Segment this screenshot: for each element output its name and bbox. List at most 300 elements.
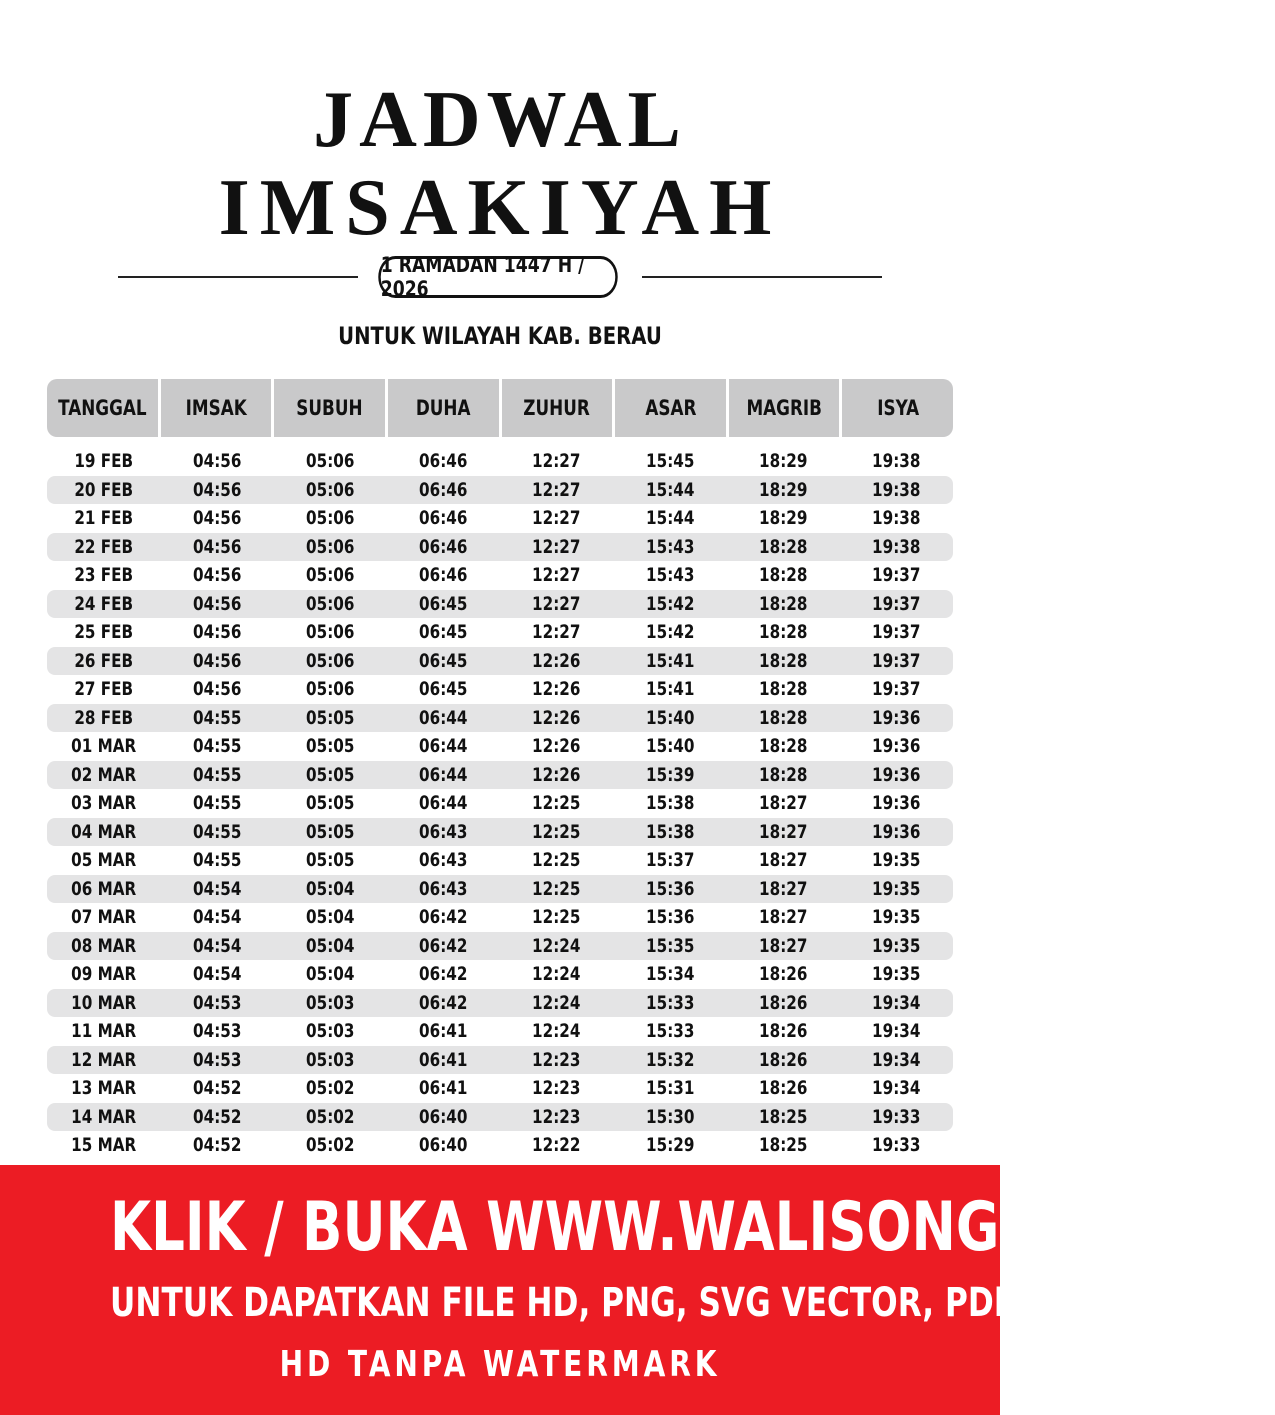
table-cell [840, 849, 953, 871]
column-header [729, 379, 840, 437]
table-cell [727, 707, 840, 729]
table-cell [160, 849, 273, 871]
table-cell [500, 821, 613, 843]
table-cell-value: 18:27 [758, 877, 808, 900]
table-cell-value: 05:02 [305, 1105, 355, 1128]
table-cell [840, 479, 953, 501]
table-cell-value: 19:35 [872, 934, 921, 957]
table-cell [47, 450, 160, 472]
column-header-label: TANGGAL [58, 396, 147, 420]
table-cell [160, 735, 273, 757]
table-cell-value: 06:44 [419, 706, 468, 729]
table-cell-value: 19:34 [872, 991, 921, 1014]
table-cell [500, 1106, 613, 1128]
table-cell-value: 18:28 [758, 678, 808, 701]
table-cell-value: 15 MAR [71, 1134, 137, 1157]
table-cell [840, 650, 953, 672]
table-cell-value: 06:45 [419, 592, 468, 615]
table-cell-value: 05:06 [305, 478, 355, 501]
table-cell-value: 15:39 [645, 763, 695, 786]
table-cell-value: 18:28 [758, 649, 808, 672]
table-cell [387, 735, 500, 757]
table-cell [727, 792, 840, 814]
column-header-label: IMSAK [185, 396, 247, 420]
table-cell-value: 21 FEB [74, 507, 134, 530]
table-cell-value: 12:27 [532, 621, 581, 644]
table-cell [274, 564, 387, 586]
table-cell [727, 507, 840, 529]
table-cell [727, 621, 840, 643]
table-row [47, 932, 953, 961]
table-cell [387, 821, 500, 843]
table-cell [387, 1020, 500, 1042]
table-cell-value: 09 MAR [71, 963, 137, 986]
table-cell-value: 05:05 [305, 820, 355, 843]
table-cell [840, 735, 953, 757]
table-cell-value: 14 MAR [71, 1105, 137, 1128]
table-row [47, 561, 953, 590]
table-cell-value: 04:53 [192, 1048, 242, 1071]
table-cell [387, 450, 500, 472]
table-cell [840, 1020, 953, 1042]
table-cell [160, 906, 273, 928]
column-header-label: ZUHUR [523, 396, 591, 420]
table-cell [387, 1106, 500, 1128]
table-cell [274, 621, 387, 643]
table-cell-value: 19:38 [872, 535, 921, 558]
table-row [47, 1046, 953, 1075]
table-row [47, 1103, 953, 1132]
table-cell-value: 19:37 [872, 621, 921, 644]
table-cell-value: 28 FEB [74, 706, 134, 729]
table-cell-value: 05:06 [305, 621, 355, 644]
table-cell-value: 01 MAR [71, 735, 137, 758]
table-cell-value: 05:03 [305, 1048, 355, 1071]
table-cell [727, 479, 840, 501]
table-cell [727, 821, 840, 843]
table-cell-value: 26 FEB [74, 649, 134, 672]
table-cell [500, 593, 613, 615]
table-cell [160, 935, 273, 957]
table-cell-value: 06:45 [419, 621, 468, 644]
table-cell [47, 963, 160, 985]
table-cell [47, 507, 160, 529]
table-cell-value: 15:29 [645, 1134, 695, 1157]
table-row [47, 618, 953, 647]
table-cell [727, 849, 840, 871]
table-row [47, 960, 953, 989]
table-cell-value: 23 FEB [74, 564, 134, 587]
table-cell [274, 963, 387, 985]
table-cell [840, 935, 953, 957]
table-cell [727, 878, 840, 900]
table-cell [47, 849, 160, 871]
banner-no-watermark: HD TANPA WATERMARK [279, 1344, 721, 1385]
table-cell-value: 15:38 [645, 820, 695, 843]
table-row [47, 903, 953, 932]
table-cell [840, 1106, 953, 1128]
date-badge: 1 RAMADAN 1447 H / 2026 [378, 256, 617, 298]
table-cell-value: 12:27 [532, 564, 581, 587]
table-cell-value: 15:31 [645, 1077, 695, 1100]
table-cell [47, 1077, 160, 1099]
table-cell-value: 06:42 [419, 963, 468, 986]
table-row [47, 875, 953, 904]
table-cell [387, 792, 500, 814]
table-cell-value: 06:40 [419, 1134, 468, 1157]
table-cell-value: 04:56 [192, 621, 242, 644]
table-cell-value: 12:23 [532, 1048, 581, 1071]
table-cell-value: 18:29 [758, 507, 808, 530]
table-row [47, 732, 953, 761]
table-cell [613, 1020, 726, 1042]
table-cell-value: 06:46 [419, 507, 468, 530]
table-cell [274, 536, 387, 558]
table-row [47, 675, 953, 704]
table-cell-value: 04:52 [192, 1105, 242, 1128]
table-cell-value: 15:30 [645, 1105, 695, 1128]
table-cell-value: 04:53 [192, 1020, 242, 1043]
table-cell-value: 19:35 [872, 877, 921, 900]
table-cell [387, 906, 500, 928]
table-cell [840, 450, 953, 472]
table-cell-value: 04:52 [192, 1077, 242, 1100]
table-cell-value: 25 FEB [74, 621, 134, 644]
region-subtitle: UNTUK WILAYAH KAB. BERAU [338, 322, 662, 350]
table-cell [274, 1106, 387, 1128]
table-cell [47, 707, 160, 729]
table-cell-value: 10 MAR [71, 991, 137, 1014]
table-cell-value: 04:56 [192, 507, 242, 530]
table-cell-value: 18:28 [758, 763, 808, 786]
table-cell-value: 19:37 [872, 678, 921, 701]
table-cell-value: 18:27 [758, 820, 808, 843]
table-cell-value: 12:25 [532, 877, 581, 900]
table-cell [613, 621, 726, 643]
table-cell [727, 536, 840, 558]
table-cell-value: 19:34 [872, 1077, 921, 1100]
table-cell-value: 04:56 [192, 649, 242, 672]
table-cell-value: 13 MAR [71, 1077, 137, 1100]
table-cell-value: 08 MAR [71, 934, 137, 957]
table-cell-value: 06:46 [419, 478, 468, 501]
table-cell [274, 707, 387, 729]
table-cell-value: 05:05 [305, 763, 355, 786]
table-cell-value: 12:27 [532, 450, 581, 473]
table-cell [160, 564, 273, 586]
table-cell-value: 05:05 [305, 849, 355, 872]
table-cell-value: 05:05 [305, 735, 355, 758]
table-cell [840, 1077, 953, 1099]
table-cell [613, 735, 726, 757]
banner-website-link[interactable]: KLIK / BUKA WWW.WALISONGO.CO.ID [110, 1188, 1231, 1267]
table-cell-value: 15:44 [645, 478, 695, 501]
table-cell-value: 12:27 [532, 478, 581, 501]
table-cell-value: 18:29 [758, 450, 808, 473]
table-cell-value: 12:26 [532, 649, 581, 672]
table-cell [840, 536, 953, 558]
table-cell-value: 19:37 [872, 592, 921, 615]
column-header [47, 379, 158, 437]
table-cell-value: 19:36 [872, 792, 921, 815]
table-cell [613, 507, 726, 529]
table-cell [47, 1106, 160, 1128]
table-cell [840, 1134, 953, 1156]
table-cell [160, 1020, 273, 1042]
table-cell-value: 15:43 [645, 564, 695, 587]
table-cell-value: 18:29 [758, 478, 808, 501]
table-cell [727, 678, 840, 700]
table-cell [727, 1134, 840, 1156]
table-cell-value: 18:27 [758, 906, 808, 929]
table-cell [727, 1077, 840, 1099]
table-cell [613, 450, 726, 472]
table-cell [160, 707, 273, 729]
table-cell-value: 12:25 [532, 906, 581, 929]
table-cell-value: 05:04 [305, 877, 355, 900]
table-cell [387, 1049, 500, 1071]
table-cell [613, 992, 726, 1014]
banner-file-formats: UNTUK DAPATKAN FILE HD, PNG, SVG VECTOR, PDF, WORD, EXCEL [110, 1280, 1275, 1326]
table-cell [274, 878, 387, 900]
table-cell-value: 18:28 [758, 621, 808, 644]
table-cell [500, 678, 613, 700]
table-cell [160, 821, 273, 843]
table-cell-value: 04 MAR [71, 820, 137, 843]
table-cell-value: 20 FEB [74, 478, 134, 501]
table-cell-value: 05:06 [305, 592, 355, 615]
table-cell-value: 12:24 [532, 934, 581, 957]
table-cell [500, 507, 613, 529]
table-cell [727, 935, 840, 957]
table-cell [387, 878, 500, 900]
table-cell [274, 1134, 387, 1156]
table-row [47, 647, 953, 676]
table-cell [613, 678, 726, 700]
table-cell-value: 19:33 [872, 1134, 921, 1157]
table-cell [274, 1077, 387, 1099]
table-cell-value: 19:33 [872, 1105, 921, 1128]
table-cell-value: 12:26 [532, 706, 581, 729]
table-cell-value: 04:56 [192, 450, 242, 473]
table-cell [47, 735, 160, 757]
table-cell-value: 06:42 [419, 906, 468, 929]
table-row [47, 476, 953, 505]
table-row [47, 504, 953, 533]
divider-left [118, 276, 358, 278]
table-cell [500, 792, 613, 814]
table-row [47, 1017, 953, 1046]
divider-right [642, 276, 882, 278]
table-cell [727, 1020, 840, 1042]
table-cell [160, 963, 273, 985]
table-cell [274, 678, 387, 700]
table-cell [613, 479, 726, 501]
table-cell-value: 05:04 [305, 906, 355, 929]
table-cell-value: 18:28 [758, 592, 808, 615]
table-cell [840, 593, 953, 615]
table-cell-value: 27 FEB [74, 678, 134, 701]
table-cell [500, 450, 613, 472]
column-header [842, 379, 953, 437]
table-cell [613, 1049, 726, 1071]
table-cell [274, 479, 387, 501]
table-cell-value: 19:38 [872, 478, 921, 501]
table-cell-value: 04:56 [192, 535, 242, 558]
table-cell-value: 06:42 [419, 991, 468, 1014]
table-cell [47, 564, 160, 586]
table-cell-value: 15:43 [645, 535, 695, 558]
table-cell [274, 507, 387, 529]
table-cell [387, 678, 500, 700]
table-cell [727, 450, 840, 472]
table-cell-value: 12:27 [532, 507, 581, 530]
table-cell [500, 621, 613, 643]
table-cell [274, 792, 387, 814]
table-cell-value: 04:54 [192, 906, 242, 929]
table-cell [160, 450, 273, 472]
table-cell-value: 18:26 [758, 1048, 808, 1071]
column-header [502, 379, 613, 437]
table-cell-value: 15:41 [645, 649, 695, 672]
table-cell [160, 536, 273, 558]
table-cell [727, 906, 840, 928]
table-cell-value: 12:26 [532, 678, 581, 701]
table-cell-value: 12:24 [532, 991, 581, 1014]
table-cell-value: 04:54 [192, 963, 242, 986]
table-cell [274, 935, 387, 957]
table-cell [613, 821, 726, 843]
table-row [47, 704, 953, 733]
table-cell-value: 05:06 [305, 564, 355, 587]
table-cell [500, 963, 613, 985]
table-cell [47, 621, 160, 643]
table-cell [274, 593, 387, 615]
table-cell [613, 707, 726, 729]
table-cell [727, 1049, 840, 1071]
table-cell [47, 479, 160, 501]
table-cell-value: 11 MAR [71, 1020, 137, 1043]
table-cell [47, 992, 160, 1014]
table-cell-value: 15:36 [645, 877, 695, 900]
column-header [161, 379, 272, 437]
table-cell-value: 12 MAR [71, 1048, 137, 1071]
schedule-table [47, 379, 953, 1157]
table-cell-value: 06:44 [419, 792, 468, 815]
table-cell [840, 792, 953, 814]
table-cell-value: 19:36 [872, 706, 921, 729]
table-cell [160, 1134, 273, 1156]
table-cell-value: 12:27 [532, 592, 581, 615]
table-cell-value: 05:06 [305, 450, 355, 473]
table-cell [500, 1020, 613, 1042]
table-cell-value: 18:27 [758, 934, 808, 957]
table-cell-value: 12:22 [532, 1134, 581, 1157]
table-cell-value: 19:36 [872, 735, 921, 758]
table-cell-value: 06:46 [419, 535, 468, 558]
table-cell-value: 02 MAR [71, 763, 137, 786]
table-row [47, 818, 953, 847]
column-header-label: SUBUH [296, 396, 363, 420]
table-cell-value: 18:25 [758, 1134, 808, 1157]
table-cell-value: 18:28 [758, 735, 808, 758]
table-cell [840, 1049, 953, 1071]
table-cell-value: 18:28 [758, 706, 808, 729]
table-cell-value: 12:24 [532, 963, 581, 986]
table-cell-value: 05:04 [305, 934, 355, 957]
table-cell-value: 18:26 [758, 963, 808, 986]
table-cell [500, 650, 613, 672]
table-cell [274, 650, 387, 672]
table-cell [613, 878, 726, 900]
table-cell-value: 19:35 [872, 963, 921, 986]
table-cell-value: 19:37 [872, 649, 921, 672]
table-cell-value: 15:33 [645, 991, 695, 1014]
table-cell-value: 24 FEB [74, 592, 134, 615]
table-cell [500, 707, 613, 729]
table-cell-value: 06 MAR [71, 877, 137, 900]
table-cell-value: 15:45 [645, 450, 695, 473]
table-cell [47, 1134, 160, 1156]
table-cell-value: 06:43 [419, 820, 468, 843]
table-cell [47, 764, 160, 786]
table-cell-value: 12:25 [532, 792, 581, 815]
table-cell [274, 450, 387, 472]
column-header-label: ASAR [644, 396, 696, 420]
table-cell [840, 507, 953, 529]
table-cell [160, 650, 273, 672]
table-cell [387, 849, 500, 871]
table-cell [500, 1077, 613, 1099]
table-cell-value: 06:43 [419, 877, 468, 900]
promo-banner [0, 1165, 1275, 1415]
table-cell [47, 792, 160, 814]
table-cell-value: 19:34 [872, 1020, 921, 1043]
table-cell [387, 1134, 500, 1156]
table-header [47, 379, 953, 437]
table-cell [727, 992, 840, 1014]
table-cell [613, 849, 726, 871]
table-cell-value: 06:45 [419, 649, 468, 672]
table-cell-value: 15:35 [645, 934, 695, 957]
table-row [47, 533, 953, 562]
table-cell-value: 06:40 [419, 1105, 468, 1128]
table-cell [500, 564, 613, 586]
table-cell [727, 564, 840, 586]
table-cell [274, 906, 387, 928]
table-cell-value: 05:03 [305, 1020, 355, 1043]
table-cell [160, 1049, 273, 1071]
table-cell-value: 05:02 [305, 1134, 355, 1157]
table-row [47, 590, 953, 619]
table-cell-value: 04:56 [192, 592, 242, 615]
table-cell [500, 764, 613, 786]
table-cell-value: 18:27 [758, 849, 808, 872]
page-title-line2: IMSAKIYAH [218, 164, 782, 252]
table-cell-value: 05:05 [305, 792, 355, 815]
table-cell-value: 18:26 [758, 1077, 808, 1100]
table-cell-value: 06:46 [419, 450, 468, 473]
table-cell-value: 04:55 [192, 735, 242, 758]
table-cell-value: 15:32 [645, 1048, 695, 1071]
table-cell-value: 19 FEB [74, 450, 134, 473]
table-cell [613, 792, 726, 814]
table-cell [387, 479, 500, 501]
table-cell-value: 19:37 [872, 564, 921, 587]
table-cell-value: 06:41 [419, 1077, 468, 1100]
table-cell [840, 707, 953, 729]
table-cell-value: 12:26 [532, 763, 581, 786]
